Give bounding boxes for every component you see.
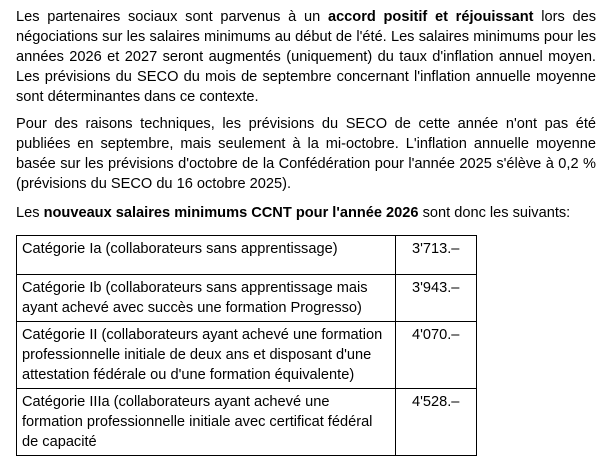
table-intro-paragraph xyxy=(16,203,596,223)
seco-forecast-paragraph: Pour des raisons techniques, les prévisions du SECO de cette année n'ont pas été publiées en septembre, mais seulement à la mi-octobre. L'inflation annuelle moyenne basée sur les prévisions d'octobre de la Confédération pour l'année 2025 s'élève à 0,2 % (prévisions du SECO du 16 octobre 2025). xyxy=(16,116,596,192)
intro-paragraph xyxy=(16,7,596,107)
table-intro-end: sont donc les suivants: xyxy=(418,205,571,221)
amount-cell: 4'528.– xyxy=(396,389,477,456)
amount-cell: 3'943.– xyxy=(396,275,477,322)
category-cell: Catégorie Ib (collaborateurs sans apprentissage mais ayant achevé avec succès une formation Progresso) xyxy=(17,275,396,322)
table-row xyxy=(17,389,477,456)
category-cell: Catégorie Ia (collaborateurs sans apprentissage) xyxy=(17,236,396,275)
intro-text-end: lors des négociations sur les salaires minimums au début de l'été. Les salaires minimums pour les années 2026 et 2027 seront augmentés (uniquement) du taux d'inflation annuel moyen. Les prévisions du SECO du mois de septembre concernant l'inflation annuelle moyenne sont déterminantes dans ce contexte. xyxy=(16,9,597,105)
minimum-wage-table xyxy=(16,235,477,456)
category-cell: Catégorie IIIa (collaborateurs ayant achevé une formation professionnelle initiale avec certificat fédéral de capacité xyxy=(17,389,396,456)
category-cell: Catégorie II (collaborateurs ayant achevé une formation professionnelle initiale de deux ans et disposant d'une attestation fédérale ou d'une formation équivalente) xyxy=(17,322,396,389)
table-row xyxy=(17,275,477,322)
table-intro-start: Les xyxy=(16,205,44,221)
table-row xyxy=(17,236,477,275)
table-row xyxy=(17,322,477,389)
amount-cell: 3'713.– xyxy=(396,236,477,275)
intro-text-start: Les partenaires sociaux sont parvenus à un xyxy=(16,9,328,25)
intro-bold-phrase: accord positif et réjouissant xyxy=(327,9,534,25)
table-intro-bold-phrase: nouveaux salaires minimums CCNT pour l'année 2026 xyxy=(43,205,419,221)
amount-cell: 4'070.– xyxy=(396,322,477,389)
